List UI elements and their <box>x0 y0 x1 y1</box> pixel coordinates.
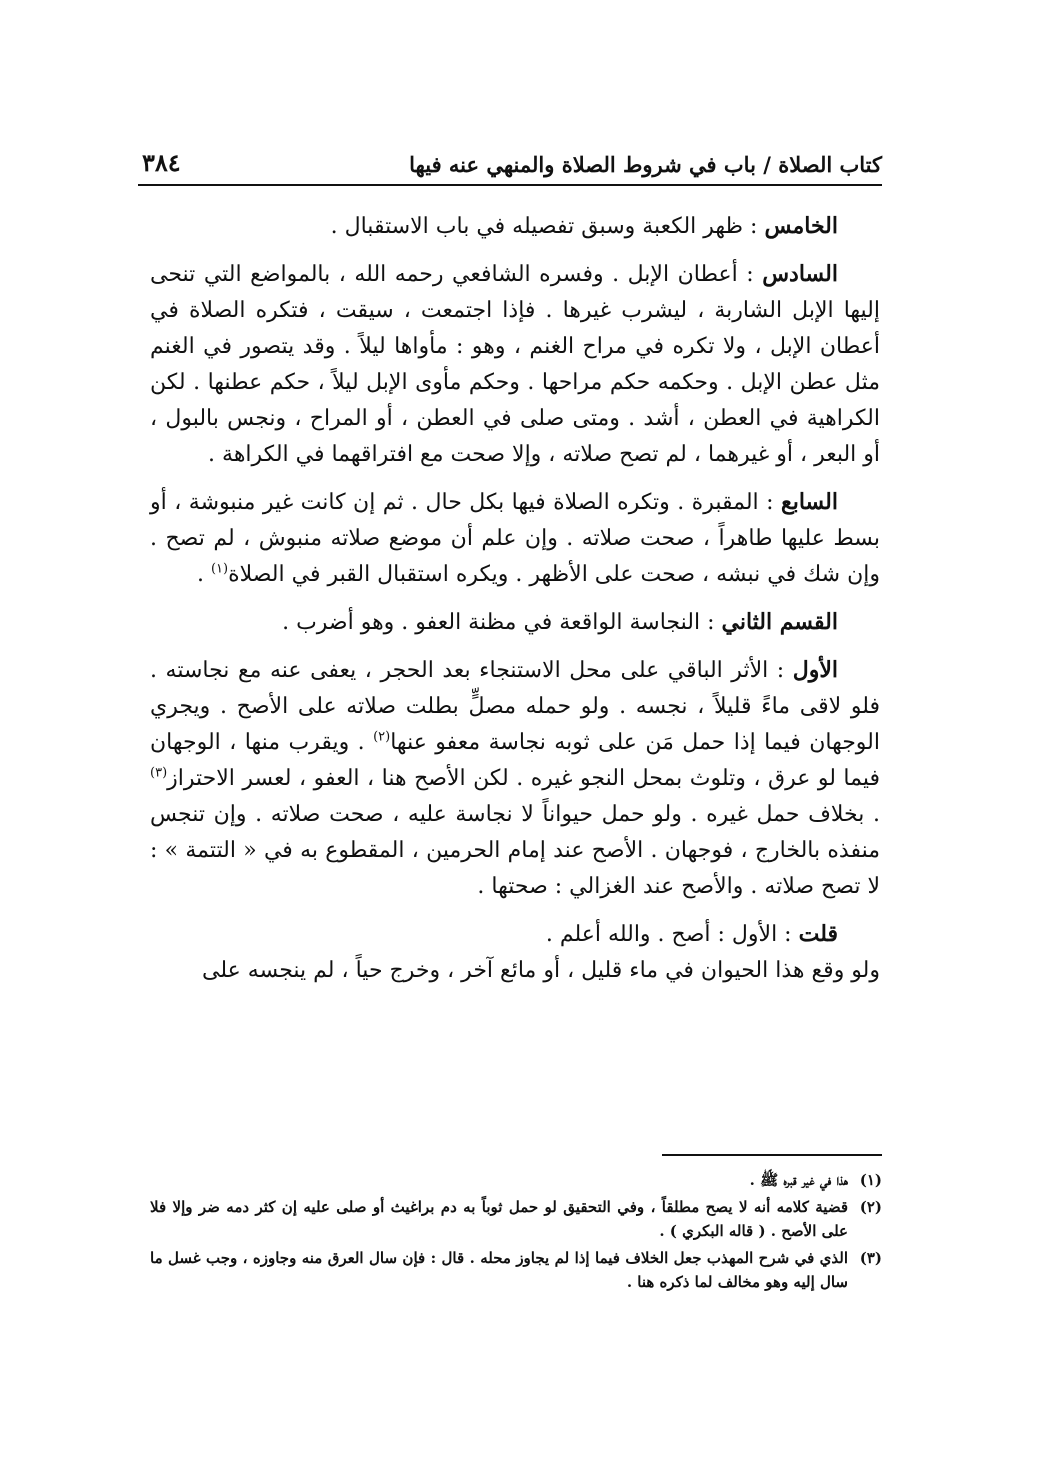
paragraph-text: ولو وقع هذا الحيوان في ماء قليل ، أو مائع آخر ، وخرج حياً ، لم ينجسه على <box>202 958 880 983</box>
paragraph-lead: الخامس <box>764 213 838 239</box>
header-title: كتاب الصلاة / باب في شروط الصلاة والمنهي عنه فيها <box>409 152 882 177</box>
footnote-ref-2[interactable]: (٢) <box>373 729 391 745</box>
footnote-rule <box>662 1154 882 1156</box>
paragraph-first-type <box>150 652 880 905</box>
header-rule <box>138 184 882 186</box>
footnote-3 <box>150 1246 882 1294</box>
paragraph-text-2: . ويقرب منها ، الوجهان فيما لو عرق ، وتلوث بمحل النجو غيره . لكن الأصح هنا ، العفو ، لعسر الاحتراز <box>150 730 880 791</box>
footnote-1 <box>150 1168 882 1192</box>
footnote-ref-1[interactable]: (١) <box>210 561 229 577</box>
footnote-number: (١) <box>859 1171 882 1189</box>
footnote-2 <box>150 1195 882 1243</box>
footnote-text: قضية كلامه أنه لا يصح مطلقاً ، وفي التحقيق لو حمل ثوباً به دم براغيث أو صلى عليه إن كثر دمه ضر وإلا فلا على الأصح . ( قاله البكري ) . <box>150 1198 848 1240</box>
paragraph-text: : أعطان الإبل . وفسره الشافعي رحمه الله ، بالمواضع التي تنحى إليها الإبل الشاربة ، ليشرب غيرها . فإذا اجتمعت ، سيقت ، فتكره الصلاة في أعطان الإبل ، ولا تكره في مراح الغنم ، وهو : مأواها ليلاً . وقد يتصور في الغنم مثل عطن الإبل . وحكمه حكم مراحها . وحكم مأوى الإبل ليلاً ، حكم عطنها . لكن الكراهية في العطن ، أشد . ومتى صلى في العطن ، أو المراح ، ونجس بالبول ، أو البعر ، أو غيرهما ، لم تصح صلاته ، وإلا صحت مع افتراقهما في الكراهة . <box>150 262 880 467</box>
paragraph-section-two <box>150 604 880 641</box>
running-header <box>138 148 882 184</box>
paragraph-sixth <box>150 256 880 473</box>
paragraph-seventh <box>150 484 880 593</box>
paragraph-qultu <box>150 916 880 953</box>
footnotes <box>150 1168 882 1297</box>
footnote-ref-3[interactable]: (٣) <box>150 765 168 781</box>
paragraph-fifth <box>150 208 880 245</box>
paragraph-lead: السادس <box>762 261 838 287</box>
footnote-text: هذا في غير قبره ﷺ . <box>749 1171 848 1189</box>
footnote-number: (٢) <box>859 1198 882 1216</box>
footnote-number: (٣) <box>859 1249 882 1267</box>
paragraph-text: : ظهر الكعبة وسبق تفصيله في باب الاستقبال . <box>330 214 765 239</box>
paragraph-text: : النجاسة الواقعة في مظنة العفو . وهو أضرب . <box>282 610 722 635</box>
paragraph-lead: قلت <box>798 921 838 947</box>
paragraph-lead: الأول <box>792 657 838 683</box>
paragraph-text: : المقبرة . وتكره الصلاة فيها بكل حال . ثم إن كانت غير منبوشة ، أو بسط عليها طاهراً ، صحت صلاته . وإن علم أن موضع صلاته منبوش ، لم تصح . وإن شك في نبشه ، صحت على الأظهر . ويكره استقبال القبر في الصلاة <box>150 490 880 587</box>
paragraph-tail: . بخلاف حمل غيره . ولو حمل حيواناً لا نجاسة عليه ، صحت صلاته . وإن تنجس منفذه بالخارج ، فوجهان . الأصح عند إمام الحرمين ، المقطوع به في « التتمة » : لا تصح صلاته . والأصح عند الغزالي : صحتها . <box>150 802 880 899</box>
paragraph-text: : الأول : أصح . والله أعلم . <box>545 922 799 947</box>
paragraph-continuation <box>150 953 880 989</box>
paragraph-tail: . <box>196 562 211 587</box>
paragraph-lead: السابع <box>781 489 838 515</box>
paragraph-text: : الأثر الباقي على محل الاستنجاء بعد الحجر ، يعفى عنه مع نجاسته . فلو لاقى ماءً قليلاً ، نجسه . ولو حمله مصلٍّ بطلت صلاته على الأصح . ويجري الوجهان فيما إذا حمل مَن على ثوبه نجاسة معفو عنها <box>150 658 880 755</box>
main-text <box>150 208 880 1000</box>
paragraph-lead: القسم الثاني <box>721 609 838 635</box>
footnote-text: الذي في شرح المهذب جعل الخلاف فيما إذا لم يجاوز محله . قال : فإن سال العرق منه وجاوزه ، وجب غسل ما سال إليه وهو مخالف لما ذكره هنا . <box>150 1249 848 1291</box>
page-number: ٣٨٤ <box>142 148 181 177</box>
